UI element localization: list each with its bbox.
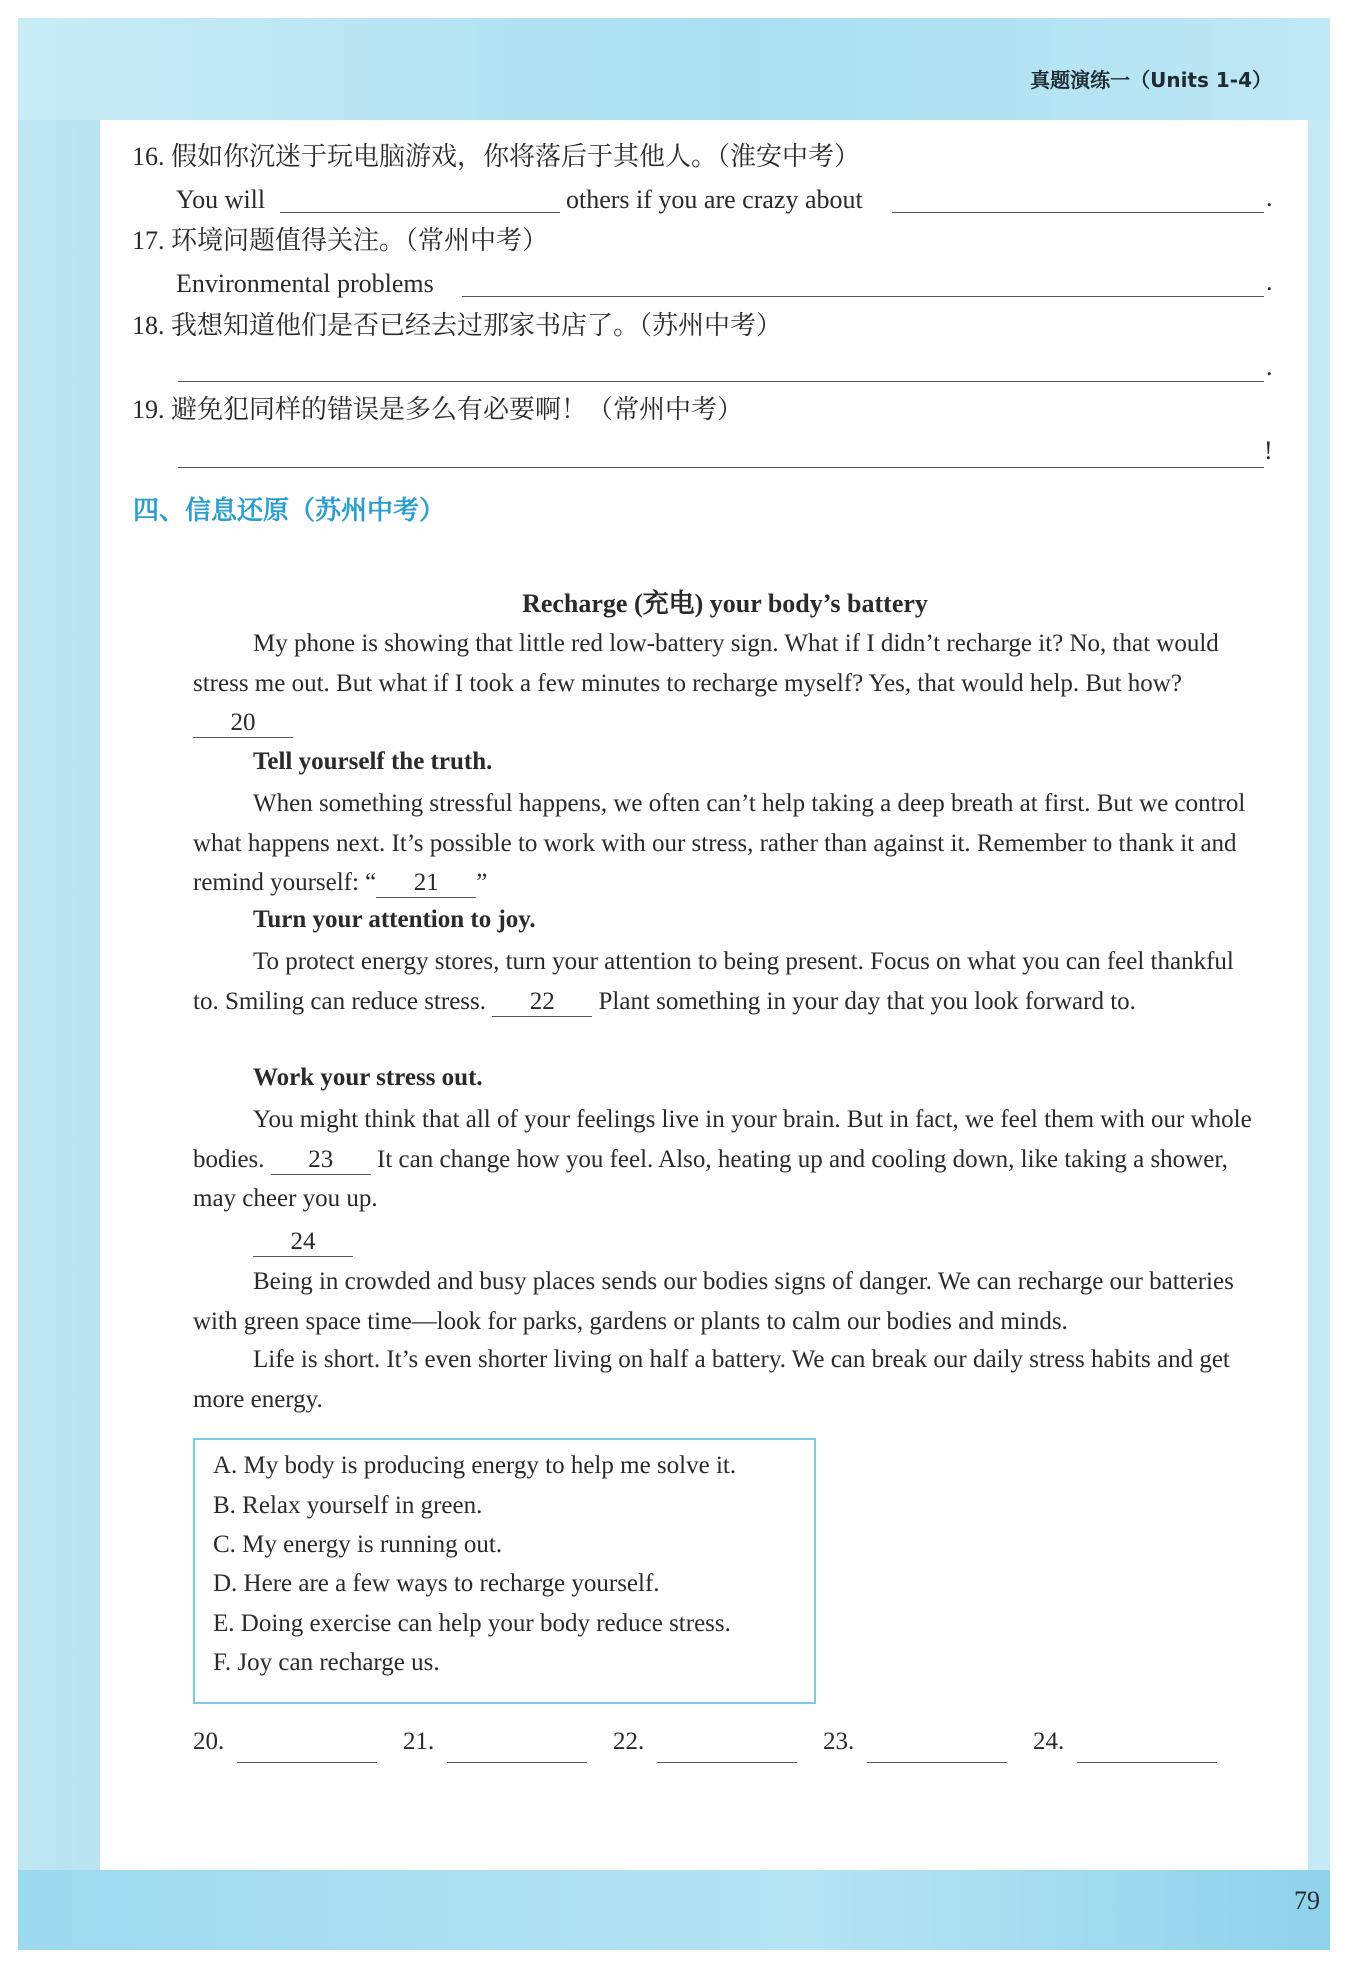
answer-23[interactable] <box>823 1728 854 1756</box>
option-b: B. Relax yourself in green. <box>213 1492 483 1519</box>
option-e: E. Doing exercise can help your body reduce stress. <box>213 1610 731 1637</box>
answer-label: 23. <box>823 1728 855 1755</box>
answer-22[interactable] <box>613 1728 644 1756</box>
blank-24[interactable]: 24 <box>253 1228 353 1257</box>
question-16-en-b: others if you are crazy about <box>566 185 863 214</box>
option-a: A. My body is producing energy to help me solve it. <box>213 1452 737 1479</box>
paragraph-5 <box>193 1262 1258 1341</box>
question-chinese: 假如你沉迷于玩电脑游戏，你将落后于其他人。（淮安中考） <box>171 142 861 171</box>
subheading-stress: Work your stress out. <box>253 1064 483 1091</box>
option-c: C. My energy is running out. <box>213 1531 503 1558</box>
answer-blank-16b[interactable] <box>892 212 1264 213</box>
question-18-end: . <box>1266 352 1273 381</box>
question-17-cn <box>132 224 548 258</box>
answer-label: 20. <box>193 1728 225 1755</box>
answer-line[interactable] <box>1077 1762 1217 1763</box>
answer-line[interactable] <box>447 1762 587 1763</box>
answer-blank-18[interactable] <box>178 381 1264 382</box>
paragraph-4 <box>193 1100 1258 1219</box>
question-number: 18. <box>132 311 165 340</box>
question-16-end: . <box>1266 183 1273 212</box>
question-number: 17. <box>132 226 165 255</box>
question-17-end: . <box>1266 267 1273 296</box>
answer-label: 21. <box>403 1728 435 1755</box>
section-title: 四、信息还原（苏州中考） <box>133 496 446 526</box>
option-f: F. Joy can recharge us. <box>213 1649 440 1676</box>
question-18-cn <box>132 309 782 343</box>
paragraph-text: My phone is showing that little red low-battery sign. What if I didn’t recharge it? No, that would stress me out. But what if I took a few minutes to recharge myself? Yes, that would help. But how? <box>193 630 1219 697</box>
paragraph-text: Being in crowded and busy places sends our bodies signs of danger. We can recharge our batteries with green space time—look for parks, gardens or plants to calm our bodies and minds. <box>193 1268 1234 1335</box>
paragraph-text: You might think that all of your feelings live in your brain. But in fact, we feel them with our whole bodies. <box>193 1106 1252 1173</box>
option-d: D. Here are a few ways to recharge yourself. <box>213 1570 660 1597</box>
question-16-en-a: You will <box>176 185 266 214</box>
answer-label: 22. <box>613 1728 645 1755</box>
blank-21[interactable]: 21 <box>376 869 476 898</box>
page-number: 79 <box>1294 1886 1320 1915</box>
paragraph-1 <box>193 624 1258 743</box>
blank-20[interactable]: 20 <box>193 709 293 738</box>
paragraph-text: Plant something in your day that you look forward to. <box>598 987 1136 1015</box>
passage-title: Recharge (充电) your body’s battery <box>522 589 928 618</box>
paragraph-text: It can change how you feel. Also, heating up and cooling down, like taking a shower, may cheer you up. <box>193 1145 1228 1212</box>
paragraph-blank-24 <box>193 1222 1258 1262</box>
answer-20[interactable] <box>193 1728 224 1756</box>
question-16-cn <box>132 140 860 174</box>
paragraph-3 <box>193 942 1258 1021</box>
options-box <box>193 1438 816 1704</box>
closing-quote: ” <box>476 869 488 896</box>
question-chinese: 环境问题值得关注。（常州中考） <box>171 226 549 255</box>
answer-line[interactable] <box>657 1762 797 1763</box>
paragraph-6 <box>193 1340 1258 1419</box>
answer-21[interactable] <box>403 1728 434 1756</box>
answer-blank-19[interactable] <box>178 467 1264 468</box>
question-19-end: ! <box>1264 436 1273 465</box>
footer-band <box>18 1870 1330 1950</box>
answer-line[interactable] <box>237 1762 377 1763</box>
header-tag: 真题演练一（Units 1-4） <box>1030 68 1272 92</box>
question-number: 19. <box>132 395 165 424</box>
blank-23[interactable]: 23 <box>271 1146 371 1175</box>
subheading-joy: Turn your attention to joy. <box>253 906 536 933</box>
subheading-truth: Tell yourself the truth. <box>253 748 493 775</box>
paragraph-2 <box>193 784 1258 903</box>
question-17-en-a: Environmental problems <box>176 269 434 298</box>
question-19-cn <box>132 393 743 427</box>
answer-label: 24. <box>1033 1728 1065 1755</box>
paragraph-text: To protect energy stores, turn your attention to being present. Focus on what you can feel thankful to. Smiling can reduce stress. <box>193 948 1234 1015</box>
question-chinese: 我想知道他们是否已经去过那家书店了。（苏州中考） <box>171 311 783 340</box>
answer-blank-17[interactable] <box>462 296 1264 297</box>
answer-line[interactable] <box>867 1762 1007 1763</box>
blank-22[interactable]: 22 <box>492 988 592 1017</box>
paragraph-text: When something stressful happens, we often can’t help taking a deep breath at first. But we control what happens next. It’s possible to work with our stress, rather than against it. Remember to thank it and remind yourself: “ <box>193 790 1246 896</box>
answer-24[interactable] <box>1033 1728 1064 1756</box>
paragraph-text: Life is short. It’s even shorter living on half a battery. We can break our daily stress habits and get more energy. <box>193 1346 1230 1413</box>
question-number: 16. <box>132 142 165 171</box>
answer-blank-16a[interactable] <box>280 212 560 213</box>
question-chinese: 避免犯同样的错误是多么有必要啊！（常州中考） <box>171 395 744 424</box>
